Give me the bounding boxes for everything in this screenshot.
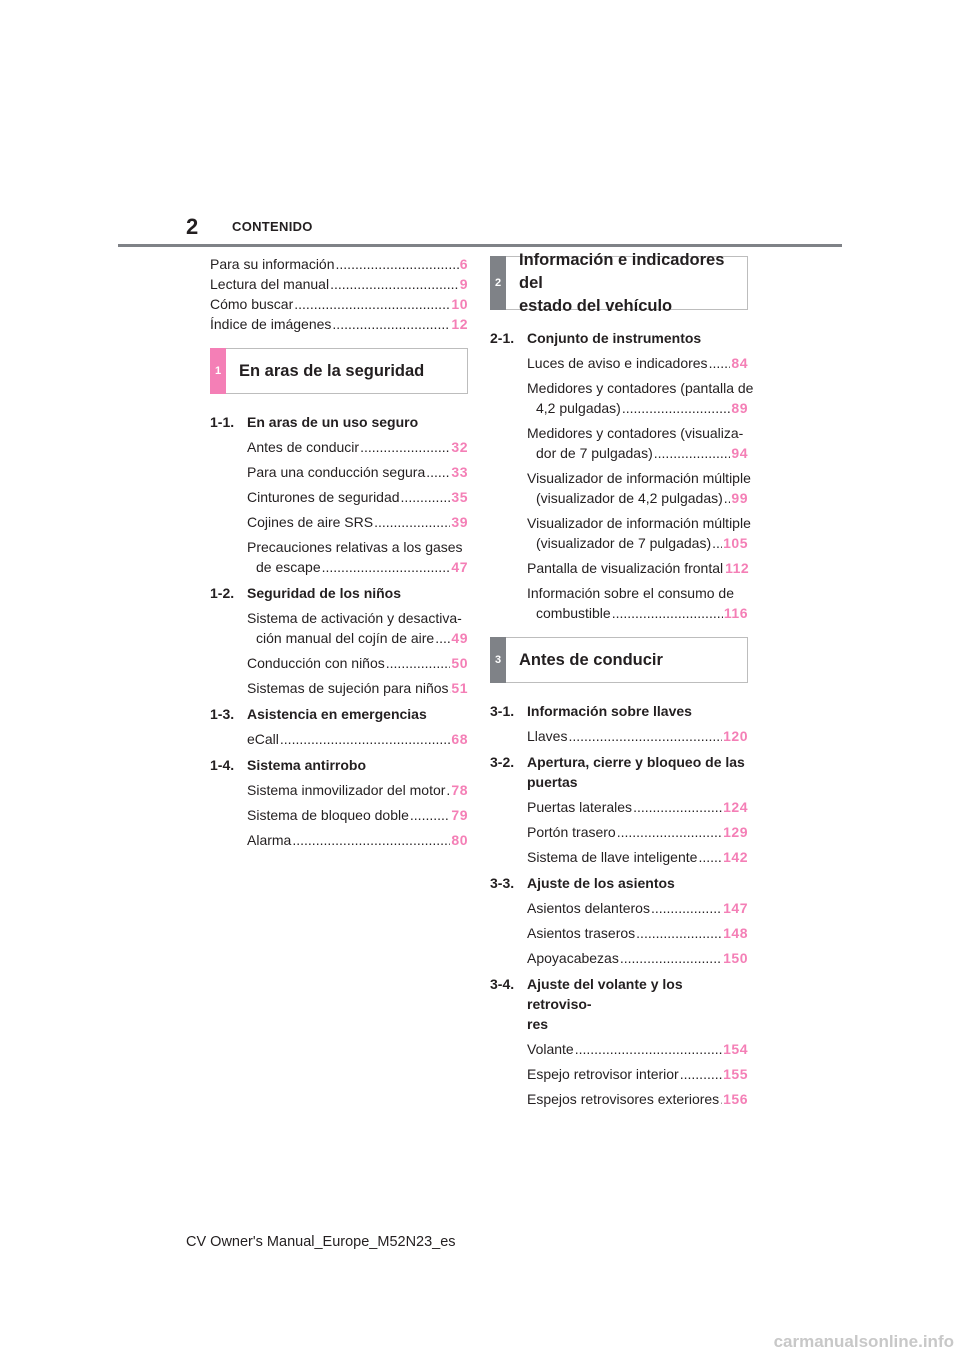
- chapter-heading[interactable]: [490, 873, 748, 893]
- entry-label: Pantalla de visualización frontal: [527, 560, 724, 576]
- page-ref[interactable]: 50: [451, 655, 468, 671]
- toc-entry[interactable]: [527, 1089, 748, 1109]
- chapter-number: 2-1.: [490, 330, 515, 346]
- section-header-3[interactable]: [490, 637, 748, 683]
- chapter-heading[interactable]: [210, 583, 468, 603]
- dot-leader: [654, 443, 731, 463]
- dot-leader: [336, 254, 459, 274]
- page-ref[interactable]: 39: [451, 514, 468, 530]
- toc-entry[interactable]: [247, 462, 468, 482]
- page-ref[interactable]: 79: [451, 807, 468, 823]
- toc-entry[interactable]: [527, 847, 748, 867]
- entry-label: Cómo buscar: [210, 296, 294, 312]
- chapter-heading[interactable]: [490, 752, 748, 792]
- entry-label: Para una conducción segura: [247, 464, 426, 480]
- toc-entry[interactable]: [527, 468, 751, 508]
- dot-leader: [330, 274, 459, 294]
- page-ref[interactable]: 142: [723, 849, 748, 865]
- entry-label: Llaves: [527, 728, 568, 744]
- dot-leader: [426, 462, 450, 482]
- entry-label: eCall: [247, 731, 279, 747]
- entry-label: Puertas laterales: [527, 799, 633, 815]
- entry-label: Alarma: [247, 832, 292, 848]
- section-header-2[interactable]: [490, 250, 748, 315]
- footer-text: CV Owner's Manual_Europe_M52N23_es: [186, 1234, 456, 1250]
- toc-entry[interactable]: [527, 583, 748, 623]
- dot-leader: [294, 294, 450, 314]
- entry-label: combustible: [536, 605, 611, 621]
- toc-entry[interactable]: [247, 537, 468, 577]
- toc-entry[interactable]: [247, 729, 468, 749]
- chapter-heading[interactable]: [490, 701, 748, 721]
- dot-leader: [280, 729, 451, 749]
- page-number: 2: [186, 214, 199, 239]
- dot-leader: [720, 1089, 722, 1109]
- entry-label: Apoyacabezas: [527, 950, 619, 966]
- entry-label: ción manual del cojín de aire: [256, 630, 435, 646]
- chapter-title: Ajuste de los asientos: [527, 875, 675, 891]
- entry-label: Cojines de aire SRS: [247, 514, 374, 530]
- dot-leader: [636, 923, 722, 943]
- page-ref[interactable]: 10: [451, 296, 468, 312]
- toc-entry[interactable]: [210, 254, 468, 274]
- toc-entry[interactable]: [247, 653, 468, 673]
- toc-entry[interactable]: [210, 314, 468, 334]
- entry-label: Sistemas de sujeción para niños: [247, 680, 449, 696]
- toc-entry[interactable]: [527, 1039, 748, 1059]
- dot-leader: [633, 797, 722, 817]
- entry-label: Espejos retrovisores exteriores: [527, 1091, 720, 1107]
- chapter-heading[interactable]: [210, 412, 468, 432]
- page-ref[interactable]: 124: [723, 799, 748, 815]
- section-title-line2: estado del vehículo: [519, 296, 673, 315]
- toc-entry[interactable]: [527, 898, 748, 918]
- dot-leader: [651, 898, 722, 918]
- page-ref[interactable]: 9: [459, 276, 468, 292]
- section-header-1[interactable]: [210, 348, 468, 394]
- page-ref[interactable]: 32: [451, 439, 468, 455]
- entry-label: Índice de imágenes: [210, 316, 332, 332]
- page-ref[interactable]: 120: [723, 728, 748, 744]
- chapter-group: [490, 974, 748, 1109]
- page-ref[interactable]: 154: [723, 1041, 748, 1057]
- section-tab: 2: [490, 256, 506, 310]
- entry-label: Cinturones de seguridad: [247, 489, 400, 505]
- entry-label: (visualizador de 7 pulgadas): [536, 535, 712, 551]
- toc-entry[interactable]: [527, 378, 754, 418]
- dot-leader: [680, 1064, 722, 1084]
- entry-label: 4,2 pulgadas): [536, 400, 621, 416]
- page-ref[interactable]: 80: [451, 832, 468, 848]
- toc-entry[interactable]: [247, 437, 468, 457]
- front-matter-list: [210, 254, 468, 334]
- chapter-group: [210, 583, 468, 698]
- page-ref[interactable]: 99: [731, 490, 748, 506]
- toc-entry[interactable]: [247, 805, 468, 825]
- page-ref[interactable]: 47: [451, 559, 468, 575]
- entry-label-line1: Medidores y contadores (visualiza-: [527, 425, 744, 441]
- toc-entry[interactable]: [247, 608, 468, 648]
- chapter-group: [210, 755, 468, 850]
- toc-entry[interactable]: [247, 678, 468, 698]
- dot-leader: [622, 398, 731, 418]
- dot-leader: [374, 512, 450, 532]
- dot-leader: [568, 726, 722, 746]
- page-ref[interactable]: 78: [451, 782, 468, 798]
- chapter-number: 1-3.: [210, 706, 235, 722]
- page-ref[interactable]: 147: [723, 900, 748, 916]
- toc-entry[interactable]: [527, 513, 751, 553]
- entry-label: Luces de aviso e indicadores: [527, 355, 708, 371]
- chapter-number: 3-2.: [490, 754, 515, 770]
- section-title: [519, 249, 747, 318]
- dot-leader: [712, 533, 722, 553]
- right-column: [490, 250, 754, 1115]
- chapter-number: 3-3.: [490, 875, 515, 891]
- header-rule: [118, 244, 842, 247]
- toc-entry[interactable]: [527, 1064, 748, 1084]
- chapter-group: [490, 701, 748, 746]
- dot-leader: [446, 780, 450, 800]
- chapter-title: Información sobre llaves: [527, 703, 692, 719]
- watermark: carmanualsonline.info: [773, 1332, 954, 1351]
- entry-label: Antes de conducir: [247, 439, 360, 455]
- entry-label: Conducción con niños: [247, 655, 385, 671]
- dot-leader: [386, 653, 451, 673]
- chapter-group: [210, 412, 468, 577]
- chapter-group: [490, 328, 754, 623]
- page-ref[interactable]: 148: [723, 925, 748, 941]
- dot-leader: [450, 678, 451, 698]
- section-title: En aras de la seguridad: [239, 361, 425, 380]
- page-ref[interactable]: 116: [723, 605, 748, 621]
- entry-label: Lectura del manual: [210, 276, 330, 292]
- chapter-title: Asistencia en emergencias: [247, 706, 427, 722]
- page-ref[interactable]: 49: [451, 630, 468, 646]
- chapter-title: [527, 974, 748, 1034]
- left-column: [210, 254, 468, 856]
- dot-leader: [292, 830, 450, 850]
- page-ref[interactable]: 84: [731, 355, 748, 371]
- toc-entry[interactable]: [527, 797, 748, 817]
- chapter-number: 3-4.: [490, 976, 515, 992]
- toc-entry[interactable]: [527, 948, 748, 968]
- page-ref[interactable]: 112: [725, 560, 750, 576]
- page-ref[interactable]: 35: [451, 489, 468, 505]
- dot-leader: [401, 487, 451, 507]
- chapter-title-line1: Apertura, cierre y bloqueo de las: [527, 754, 745, 770]
- chapter-heading[interactable]: [210, 704, 468, 724]
- dot-leader: [620, 948, 722, 968]
- entry-label-line1: Información sobre el consumo de: [527, 585, 734, 601]
- dot-leader: [617, 822, 722, 842]
- entry-label: Sistema de llave inteligente: [527, 849, 698, 865]
- page-ref[interactable]: 12: [451, 316, 468, 332]
- entry-label: Volante: [527, 1041, 574, 1057]
- entry-label: (visualizador de 4,2 pulgadas): [536, 490, 723, 506]
- dot-leader: [332, 314, 450, 334]
- toc-entry[interactable]: [527, 558, 748, 578]
- entry-label-line1: Medidores y contadores (pantalla de: [527, 380, 754, 396]
- entry-label: Portón trasero: [527, 824, 616, 840]
- page-ref[interactable]: 94: [731, 445, 748, 461]
- page-ref[interactable]: 155: [723, 1066, 748, 1082]
- chapter-title: [527, 752, 748, 792]
- page-ref[interactable]: 33: [451, 464, 468, 480]
- entry-label: Sistema inmovilizador del motor: [247, 782, 446, 798]
- chapter-number: 1-1.: [210, 414, 235, 430]
- dot-leader: [410, 805, 451, 825]
- dot-leader: [698, 847, 722, 867]
- chapter-group: [490, 752, 748, 867]
- entry-label: dor de 7 pulgadas): [536, 445, 653, 461]
- section-tab: 1: [210, 348, 226, 394]
- entry-label-line1: Visualizador de información múltiple: [527, 470, 751, 486]
- page-ref[interactable]: 129: [723, 824, 748, 840]
- entry-label-line1: Sistema de activación y desactiva-: [247, 610, 462, 626]
- toc-entry[interactable]: [527, 822, 748, 842]
- chapter-title-line2: res: [527, 1016, 549, 1032]
- toc-entry[interactable]: [527, 353, 748, 373]
- toc-entry[interactable]: [527, 726, 748, 746]
- page-ref[interactable]: 6: [459, 256, 468, 272]
- entry-label: Asientos traseros: [527, 925, 636, 941]
- chapter-title-line2: puertas: [527, 774, 578, 790]
- entry-label: Para su información: [210, 256, 335, 272]
- entry-label-line1: Precauciones relativas a los gases: [247, 539, 463, 555]
- chapter-title-line1: Ajuste del volante y los retroviso-: [527, 976, 683, 1012]
- toc-entry[interactable]: [247, 830, 468, 850]
- section-title-line1: Información e indicadores del: [519, 250, 725, 292]
- entry-label: de escape: [256, 559, 321, 575]
- section-title: Antes de conducir: [519, 650, 663, 669]
- toc-entry[interactable]: [527, 423, 748, 463]
- chapter-number: 1-4.: [210, 757, 235, 773]
- entry-label: Sistema de bloqueo doble: [247, 807, 409, 823]
- toc-entry[interactable]: [210, 294, 468, 314]
- chapter-title: En aras de un uso seguro: [247, 414, 419, 430]
- page-ref[interactable]: 89: [731, 400, 748, 416]
- dot-leader: [322, 557, 451, 577]
- toc-entry[interactable]: [247, 487, 468, 507]
- chapter-group: [210, 704, 468, 749]
- page-ref[interactable]: 68: [451, 731, 468, 747]
- toc-entry[interactable]: [247, 512, 468, 532]
- dot-leader: [724, 488, 731, 508]
- entry-label: Asientos delanteros: [527, 900, 650, 916]
- header-title: CONTENIDO: [232, 219, 313, 234]
- dot-leader: [575, 1039, 722, 1059]
- chapter-title: Seguridad de los niños: [247, 585, 402, 601]
- toc-entry[interactable]: [527, 923, 748, 943]
- chapter-title: Conjunto de instrumentos: [527, 330, 702, 346]
- chapter-title: Sistema antirrobo: [247, 757, 367, 773]
- entry-label: Espejo retrovisor interior: [527, 1066, 679, 1082]
- toc-entry[interactable]: [210, 274, 468, 294]
- dot-leader: [435, 628, 450, 648]
- dot-leader: [612, 603, 723, 623]
- toc-entry[interactable]: [247, 780, 468, 800]
- page-ref[interactable]: 105: [723, 535, 748, 551]
- page-ref[interactable]: 156: [723, 1091, 748, 1107]
- chapter-heading[interactable]: [490, 974, 748, 1034]
- chapter-heading[interactable]: [490, 328, 748, 348]
- chapter-group: [490, 873, 748, 968]
- entry-label-line1: Visualizador de información múltiple: [527, 515, 751, 531]
- chapter-number: 3-1.: [490, 703, 515, 719]
- section-tab: 3: [490, 637, 506, 683]
- dot-leader: [360, 437, 450, 457]
- dot-leader: [709, 353, 731, 373]
- page-ref[interactable]: 150: [723, 950, 748, 966]
- page-ref[interactable]: 51: [451, 680, 468, 696]
- chapter-heading[interactable]: [210, 755, 468, 775]
- chapter-number: 1-2.: [210, 585, 235, 601]
